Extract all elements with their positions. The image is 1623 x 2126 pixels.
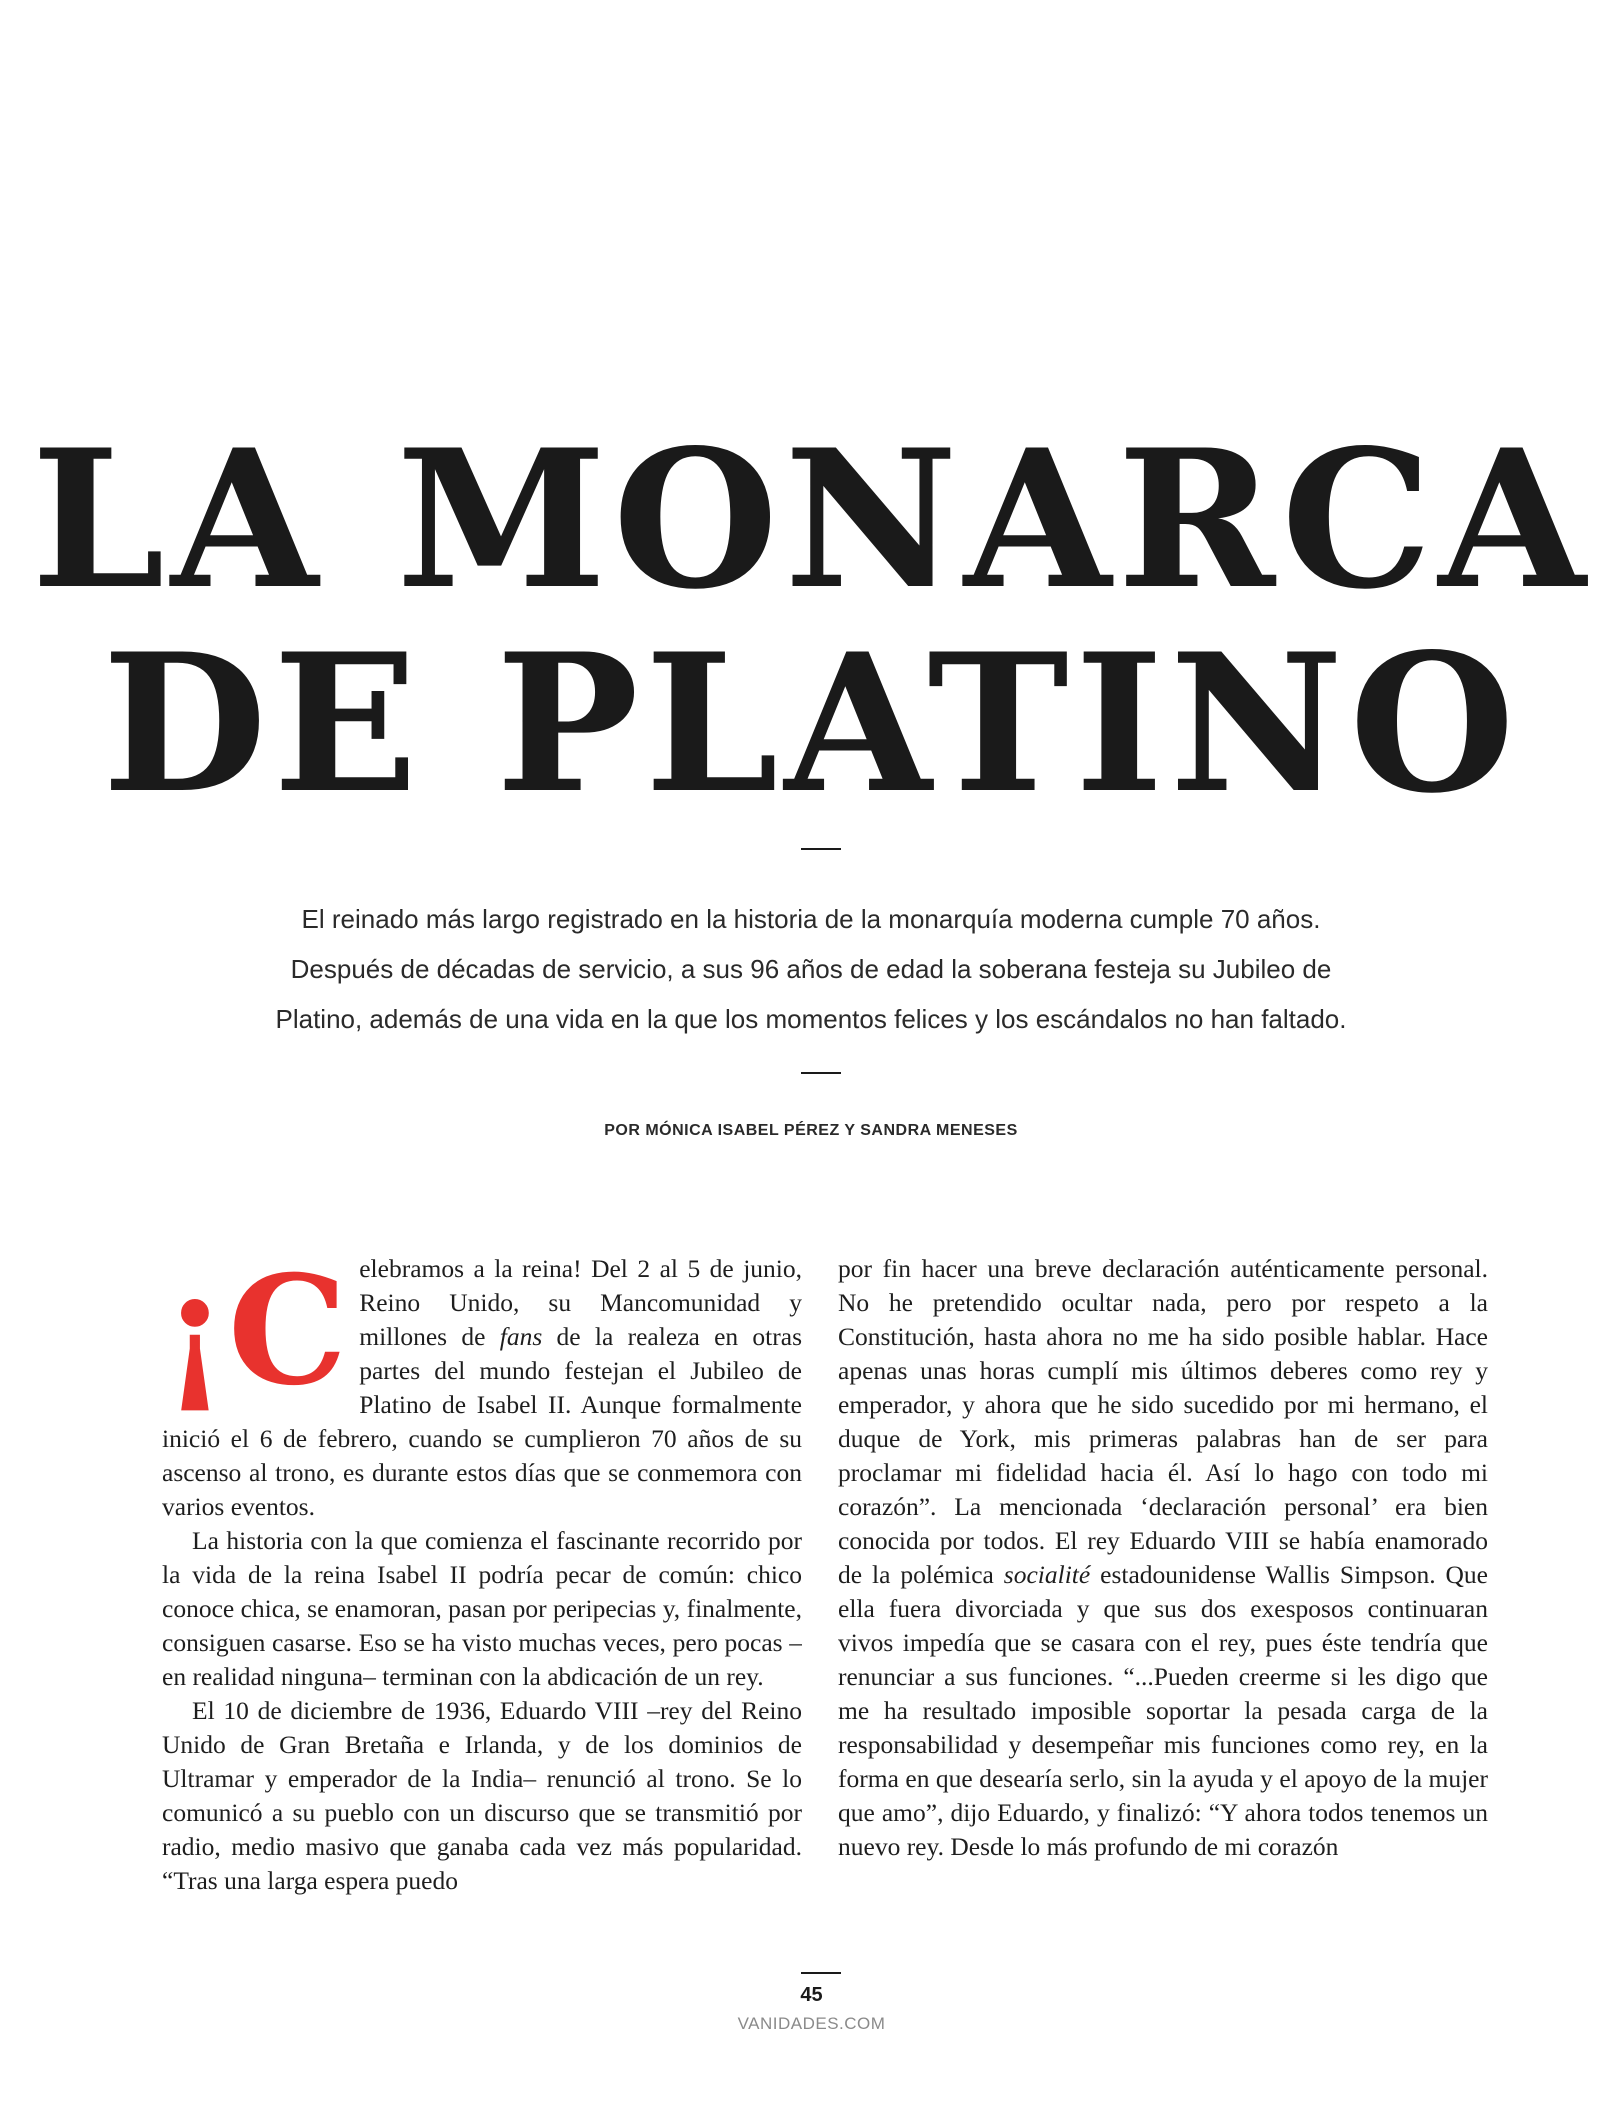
paragraph-4-italic: socialité (1003, 1560, 1091, 1589)
divider-footer (801, 1972, 841, 1974)
divider-top (801, 848, 841, 850)
paragraph-1-italic: fans (499, 1322, 543, 1351)
body-column-right (838, 1252, 1488, 1972)
site-url: VANIDADES.COM (737, 2014, 886, 2033)
headline-line-1: LA MONARCA (31, 408, 1592, 631)
paragraph-1-text-a: elebramos a la reina! Del 2 al 5 de junio, Reino Unido, su Mancomunidad y millones de (359, 1254, 802, 1351)
drop-cap: ¡C (162, 1252, 348, 1419)
headline-line-2: DE PLATINO (102, 612, 1521, 835)
deck-line-3: Platino, además de una vida en la que los momentos felices y los escándalos no han faltado. (275, 1004, 1347, 1034)
paragraph-4-text-b: estadounidense Wallis Simpson. Que ella fuera divorciada y que sus dos exesposos continuaran vivos impedía que se casara con el rey, pues éste tendría que renunciar a sus funciones. “...Pueden creerme si les digo que me ha resultado imposible soportar la pesada carga de la responsabilidad y desempeñar mis funciones como rey, en la forma en que desearía serlo, sin la ayuda y el apoyo de la mujer que amo”, dijo Eduardo, y finalizó: “Y ahora todos tenemos un nuevo rey. Desde lo más profundo de mi corazón (838, 1560, 1488, 1861)
deck-text (211, 894, 1411, 1044)
headline (0, 408, 1623, 835)
body-paragraph-3: El 10 de diciembre de 1936, Eduardo VIII –rey del Reino Unido de Gran Bretaña e Irlanda, y de los dominios de Ultramar y emperador de la India– renunció al trono. Se lo comunicó a su pueblo con un discurso que se transmitió por radio, medio masivo que ganaba cada vez más popularidad. “Tras una larga espera puedo (162, 1696, 802, 1895)
body-column-left (162, 1252, 802, 1972)
page-number: 45 (800, 1984, 823, 2006)
paragraph-4-text-a: por fin hacer una breve declaración auténticamente personal. No he pretendido ocultar nada, pero por respeto a la Constitución, hasta ahora no me ha sido posible hablar. Hace apenas unas horas cumplí mis últimos deberes como rey y emperador, y ahora que he sido sucedido por mi hermano, el duque de York, mis primeras palabras han de ser para proclamar mi fidelidad hacia él. Así lo hago con todo mi corazón”. La mencionada ‘declaración personal’ era bien conocida por todos. El rey Eduardo VIII se había enamorado de la polémica (838, 1254, 1488, 1589)
paragraph-1-text-b: de la realeza en otras partes del mundo festejan el Jubileo de Platino de Isabel II. Aunque formalmente inició el 6 de febrero, cuando se cumplieron 70 años de su ascenso al trono, es durante estos días que se conmemora con varios eventos. (162, 1322, 802, 1521)
body-paragraph-1 (162, 1252, 802, 1524)
body-paragraph-4 (838, 1252, 1488, 1864)
deck-line-2: Después de décadas de servicio, a sus 96 años de edad la soberana festeja su Jubileo de (290, 954, 1332, 984)
body-paragraph-2: La historia con la que comienza el fascinante recorrido por la vida de la reina Isabel II podría pecar de común: chico conoce chica, se enamoran, pasan por peripecias y, finalmente, consiguen casarse. Eso se ha visto muchas veces, pero pocas –en realidad ninguna– terminan con la abdicación de un rey. (162, 1526, 802, 1691)
divider-middle (801, 1072, 841, 1074)
byline: POR MÓNICA ISABEL PÉREZ Y SANDRA MENESES (604, 1122, 1018, 1139)
deck-line-1: El reinado más largo registrado en la historia de la monarquía moderna cumple 70 años. (301, 904, 1321, 934)
